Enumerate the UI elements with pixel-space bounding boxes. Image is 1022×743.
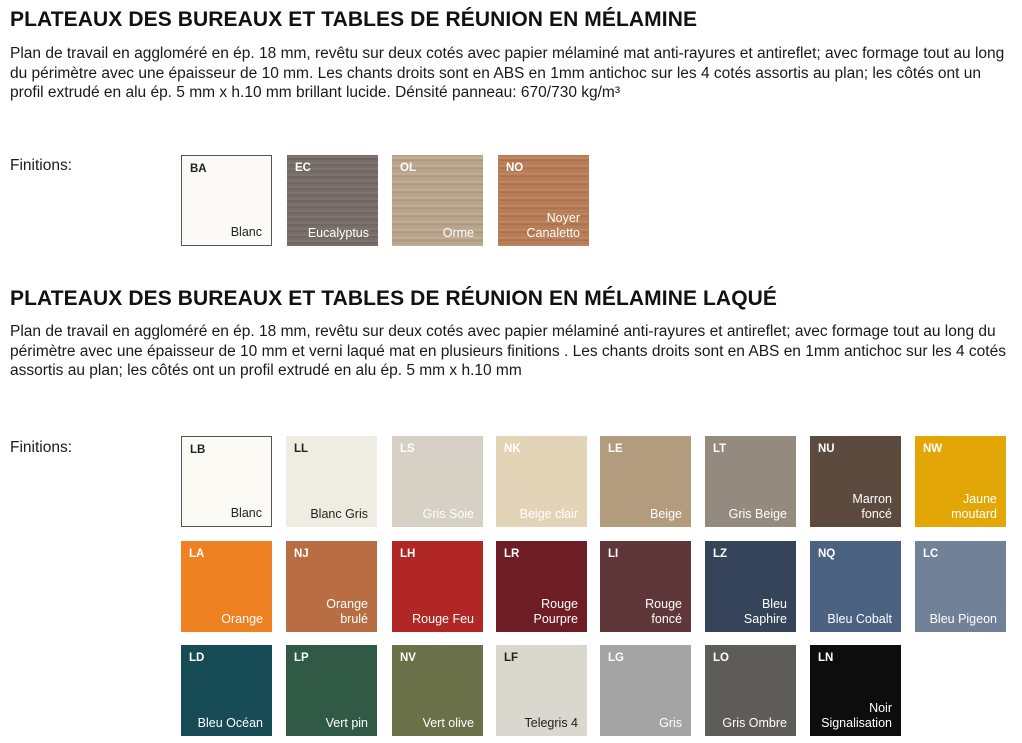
swatch-ba <box>181 155 272 246</box>
swatch-name: Rouge Feu <box>412 611 474 626</box>
swatch-code: LZ <box>713 548 728 560</box>
swatch-ld <box>181 645 272 736</box>
swatch-nw <box>915 436 1006 527</box>
swatch-name: Noir Signalisation <box>821 701 892 730</box>
swatch-name: Telegris 4 <box>524 715 578 730</box>
swatch-name: Bleu Pigeon <box>929 611 997 626</box>
swatch-lh <box>392 541 483 632</box>
swatch-name: Noyer Canaletto <box>526 211 580 240</box>
swatch-name: Blanc <box>230 224 262 239</box>
swatch-name: Blanc Gris <box>310 506 368 521</box>
swatch-le <box>600 436 691 527</box>
swatch-code: EC <box>295 162 311 174</box>
swatch-name: Eucalyptus <box>307 225 369 240</box>
swatch-lo <box>705 645 796 736</box>
swatch-name: Vert olive <box>422 715 474 730</box>
swatch-code: LT <box>713 443 727 455</box>
swatch-lf <box>496 645 587 736</box>
swatch-code: NV <box>400 652 416 664</box>
swatch-name: Orange brulé <box>326 597 368 626</box>
swatch-code: LO <box>713 652 729 664</box>
swatch-code: NK <box>504 443 521 455</box>
swatch-name: Blanc <box>230 505 262 520</box>
swatch-code: NO <box>506 162 524 174</box>
swatch-code: LB <box>190 444 206 456</box>
section2-finitions-label: Finitions: <box>10 439 73 456</box>
swatch-code: LC <box>923 548 939 560</box>
swatch-code: LF <box>504 652 519 664</box>
swatch-code: NQ <box>818 548 836 560</box>
section2-description: Plan de travail en aggloméré en ép. 18 mm, revêtu sur deux cotés avec papier mélaminé anti-rayures et antireflet; avec formage tout au long du périmètre avec une épaisseur de 10 mm et verni laqué mat en plusieurs finitions . Les chants droits sont en ABS en 1mm antichoc sur les 4 cotés assortis au plan; les côtés ont un profil extrudé en alu ép. 5 mm x h.10 mm <box>10 323 1006 379</box>
swatch-lg <box>600 645 691 736</box>
swatch-name: Vert pin <box>325 715 368 730</box>
swatch-code: LI <box>608 548 619 560</box>
swatch-lt <box>705 436 796 527</box>
swatch-ec <box>287 155 378 246</box>
swatch-code: LN <box>818 652 834 664</box>
swatch-name: Bleu Saphire <box>743 597 787 626</box>
swatch-name: Jaune moutard <box>951 492 997 521</box>
swatch-name: Bleu Océan <box>197 715 263 730</box>
swatch-name: Gris Beige <box>728 506 787 521</box>
swatch-ls <box>392 436 483 527</box>
swatch-nq <box>810 541 901 632</box>
swatch-name: Bleu Cobalt <box>827 611 892 626</box>
swatch-no <box>498 155 589 246</box>
section1-description: Plan de travail en aggloméré en ép. 18 mm, revêtu sur deux cotés avec papier mélaminé mat anti-rayures et antireflet; avec formage tout au long du périmètre avec une épaisseur de 10 mm. Les chants droits sont en ABS en 1mm antichoc sur les 4 cotés assortis au plan; les côtés ont un profil extrudé en alu ép. 5 mm x h.10 mm brillant lucide. Dénsité panneau: 670/730 kg/m³ <box>10 45 1005 101</box>
swatch-lb <box>181 436 272 527</box>
swatch-name: Orme <box>442 225 474 240</box>
swatch-code: LS <box>400 443 415 455</box>
swatch-code: LH <box>400 548 416 560</box>
swatch-lz <box>705 541 796 632</box>
swatch-lp <box>286 645 377 736</box>
swatch-ln <box>810 645 901 736</box>
swatch-code: OL <box>400 162 416 174</box>
swatch-nk <box>496 436 587 527</box>
swatch-code: LP <box>294 652 309 664</box>
swatch-name: Beige <box>650 506 682 521</box>
swatch-code: LG <box>608 652 624 664</box>
swatch-code: LL <box>294 443 309 455</box>
section1-finitions-label: Finitions: <box>10 157 73 174</box>
swatch-name: Gris Soie <box>422 506 474 521</box>
swatch-name: Rouge Pourpre <box>533 597 578 626</box>
swatch-name: Marron foncé <box>852 492 892 521</box>
swatch-code: NW <box>923 443 943 455</box>
swatch-code: NU <box>818 443 835 455</box>
section1-title: PLATEAUX DES BUREAUX ET TABLES DE RÉUNION EN MÉLAMINE <box>10 8 698 31</box>
swatch-code: NJ <box>294 548 309 560</box>
swatch-nj <box>286 541 377 632</box>
swatch-name: Orange <box>221 611 263 626</box>
swatch-lc <box>915 541 1006 632</box>
swatch-code: BA <box>190 163 207 175</box>
swatch-li <box>600 541 691 632</box>
swatch-name: Gris <box>659 715 682 730</box>
swatch-lr <box>496 541 587 632</box>
swatch-nu <box>810 436 901 527</box>
swatch-nv <box>392 645 483 736</box>
swatch-name: Gris Ombre <box>722 715 787 730</box>
section2-title: PLATEAUX DES BUREAUX ET TABLES DE RÉUNION EN MÉLAMINE LAQUÉ <box>10 287 777 310</box>
swatch-name: Rouge foncé <box>645 597 682 626</box>
swatch-code: LR <box>504 548 520 560</box>
swatch-ll <box>286 436 377 527</box>
swatch-code: LD <box>189 652 205 664</box>
swatch-name: Beige clair <box>519 506 578 521</box>
swatch-la <box>181 541 272 632</box>
swatch-code: LE <box>608 443 623 455</box>
swatch-ol <box>392 155 483 246</box>
swatch-code: LA <box>189 548 205 560</box>
